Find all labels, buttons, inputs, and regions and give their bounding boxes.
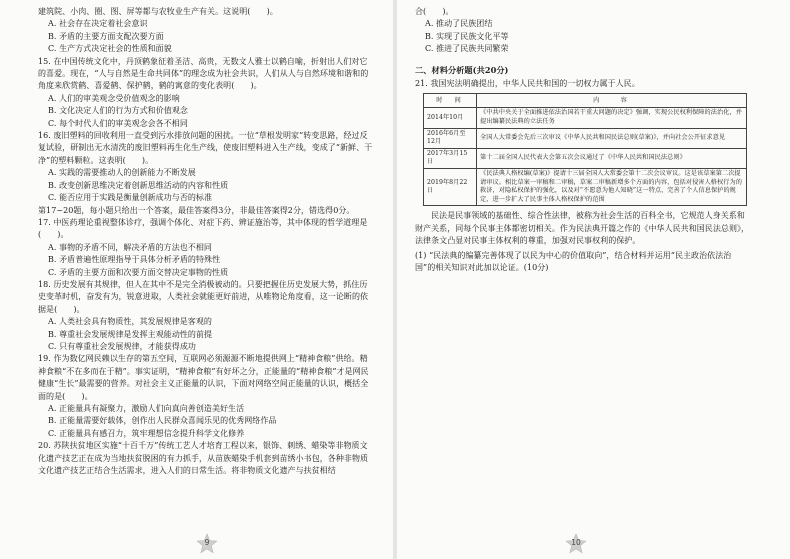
right-page-text [415, 6, 750, 274]
answer-option: A. 正能量具有凝聚力，激励人们向真向善创造美好生活 [48, 404, 245, 413]
answer-option: B. 尊重社会发展规律是发挥主观能动性的前提 [48, 329, 213, 339]
answer-option: A. 人们的审美观念受价值观念的影响 [48, 93, 180, 103]
left-page-text [38, 6, 373, 477]
table-cell-time: 2019年8月22日 [424, 169, 477, 206]
answer-option: C. 推进了民族共同繁荣 [425, 44, 509, 54]
answer-option: C. 矛盾的主要方面和次要方面交替决定事物的性质 [48, 267, 229, 277]
question-text: 19. 作为数亿网民赖以生存的第五空间，互联网必须源源不断地提供网上“精神食粮”供给。精神食粮“不在多而在于精”。事实证明，“精神食粮”有好坏之分，正能量的“精神食粮”才是网民健康“生长”最需要的营养。对社会主义正能量的认识，下面对网络空间正能量的认识，概括全面的是( )。 [38, 354, 369, 401]
table-cell-content: 《民法典人格权编(草案)》提请十三届全国人大常委会第十二次会议审议。这是该草案第二次提请审议。相比草案一审稿和二审稿，草案二审稿新增多个方面的内容，包括对侵害人格权行为的救济，对隐私权保护的强化，以及对“不愿意为他人知晓”这一特点，完善了个人信息保护的规定，进一步扩大了民事主体人格权保护的范围 [477, 169, 747, 206]
table-header-content: 内 容 [477, 94, 747, 108]
page-number: 9 [204, 538, 210, 547]
page-number-star-right [565, 533, 587, 555]
question-text: 第17~20题，每小题只给出一个答案，最佳答案得3分，非最佳答案得2分，错选得0分。 [38, 205, 355, 215]
table-cell-time: 2017年3月15日 [424, 148, 477, 168]
answer-option: C. 正能量具有感召力，筑牢理想信念提升科学文化修养 [48, 428, 245, 438]
table-row [424, 169, 747, 206]
table-row [424, 128, 747, 148]
question-21-intro: 21. 我国宪法明确提出，中华人民共和国的一切权力属于人民。 [415, 79, 640, 89]
answer-option: A. 事物的矛盾不同，解决矛盾的方法也不相同 [48, 242, 212, 252]
answer-option: B. 改变创新思维决定着创新思维活动的内容和性质 [48, 180, 229, 190]
material-table [423, 93, 747, 206]
material-paragraph: 民法是民事领域的基础性、综合性法律，被称为社会生活的百科全书，它规范人身关系和财产关系，同每个民事主体都密切相关。作为民法典开篇之作的《中华人民共和国民法总则》，法律条文凸显对民事主体权利的尊重，加强对民事权利的保护。 [415, 211, 750, 246]
question-text: 16. 废旧塑料的回收利用一直受到污水排放问题的困扰。一位“草根发明家”转变思路，经过反复试验，研制出无水清洗的废旧塑料再生化生产线，使废旧塑料进入生产线，变成了“新鲜、干净”的塑料颗粒。这表明( )。 [38, 131, 373, 165]
right-page [397, 0, 790, 559]
sub-question-1: (1) “民法典的编纂完善体现了以民为中心的价值取向”，结合材料并运用“民主政治依法治国”的相关知识对此加以论证。(10分) [415, 250, 732, 272]
answer-option: B. 实现了民族文化平等 [425, 31, 509, 41]
answer-option: A. 推动了民族团结 [425, 19, 493, 29]
question-text: 17. 中医药理论重视整体诊疗，强调个体化、对症下药、辨证施治等，其中体现的哲学道理是( )。 [38, 217, 368, 240]
table-cell-content: 全国人大常委会先后三次审议《中华人民共和国民法总则(草案)》，并向社会公开征求意见 [477, 128, 747, 148]
question-text: 18. 历史发展有其规律，但人在其中不是完全消极被动的。只要把握住历史发展大势，抓住历史变革时机，奋发有为，锐意进取，人类社会就能更好前进，从唯物论角度看，这一论断的依据是( )。 [38, 279, 369, 314]
question-text: 合( )。 [415, 7, 454, 16]
question-text: 20. 苏陕扶贫地区实施“十百千万”传统工艺人才培育工程以来，银饰、刺绣、蜡染等非物质文化遗产技艺正在成为当地扶贫脱困的有力抓手，从苗族蜡染手机套到苗绣小书包，各种非物质文化遗产技艺正结合生活需求，进入人们的日常生活。将非物质文化遗产与扶贫相结 [38, 441, 369, 476]
answer-option: B. 矛盾普遍性原理指导于具体分析矛盾的特殊性 [48, 255, 221, 265]
table-cell-content: 第十二届全国人民代表大会第五次会议通过了《中华人民共和国民法总则》 [477, 148, 747, 168]
answer-option: B. 正能量需要好载体，创作出人民群众喜闻乐见的优秀网络作品 [48, 416, 277, 426]
table-cell-time: 2014年10月 [424, 108, 477, 128]
answer-option: C. 每个时代人们的审美观念会各不相同 [48, 118, 188, 128]
table-cell-content: 《中共中央关于全面推进依法治国若干重大问题的决定》强调，实现公民权利保障的法治化，并提出编纂民法典的立法任务 [477, 108, 747, 128]
answer-option: C. 只有尊重社会发展规律，才能获得成功 [48, 341, 196, 351]
table-header-time: 时 间 [424, 94, 477, 108]
answer-option: B. 文化决定人们的行为方式和价值观念 [48, 106, 188, 116]
answer-option: A. 人类社会具有物质性，其发展规律是客观的 [48, 317, 212, 327]
page-number-star-left [196, 533, 218, 555]
left-page [0, 0, 393, 559]
answer-option: A. 社会存在决定着社会意识 [48, 19, 148, 29]
question-text: 建筑院、小肉、圈、图、屏等都与农牧业生产有关。这说明( )。 [38, 7, 278, 16]
table-cell-time: 2016年6月至12月 [424, 128, 477, 148]
table-row [424, 108, 747, 128]
answer-option: C. 能否应用于实践是衡量创新成功与否的标准 [48, 193, 213, 203]
question-text: 15. 在中国传统文化中，丹顶鹤象征着圣洁、高贵，无数文人雅士以鹤自喻，折射出人们对它的喜爱。现在，“人与自然是生命共同体”的理念成为社会共识，人们从人与自然环境和谐和的角度来欣赏鹤、喜爱鹤、保护鹤，鹤的寓意的变化表明( )。 [38, 56, 369, 91]
section-title: 二、材料分析题(共20分) [415, 64, 509, 75]
answer-option: C. 生产方式决定社会的性质和面貌 [48, 44, 172, 54]
page-number: 10 [571, 538, 581, 547]
answer-option: B. 矛盾的主要方面支配次要方面 [48, 31, 164, 41]
answer-option: A. 实践的需要推动人的创新能力不断发展 [48, 168, 196, 178]
table-row [424, 148, 747, 168]
